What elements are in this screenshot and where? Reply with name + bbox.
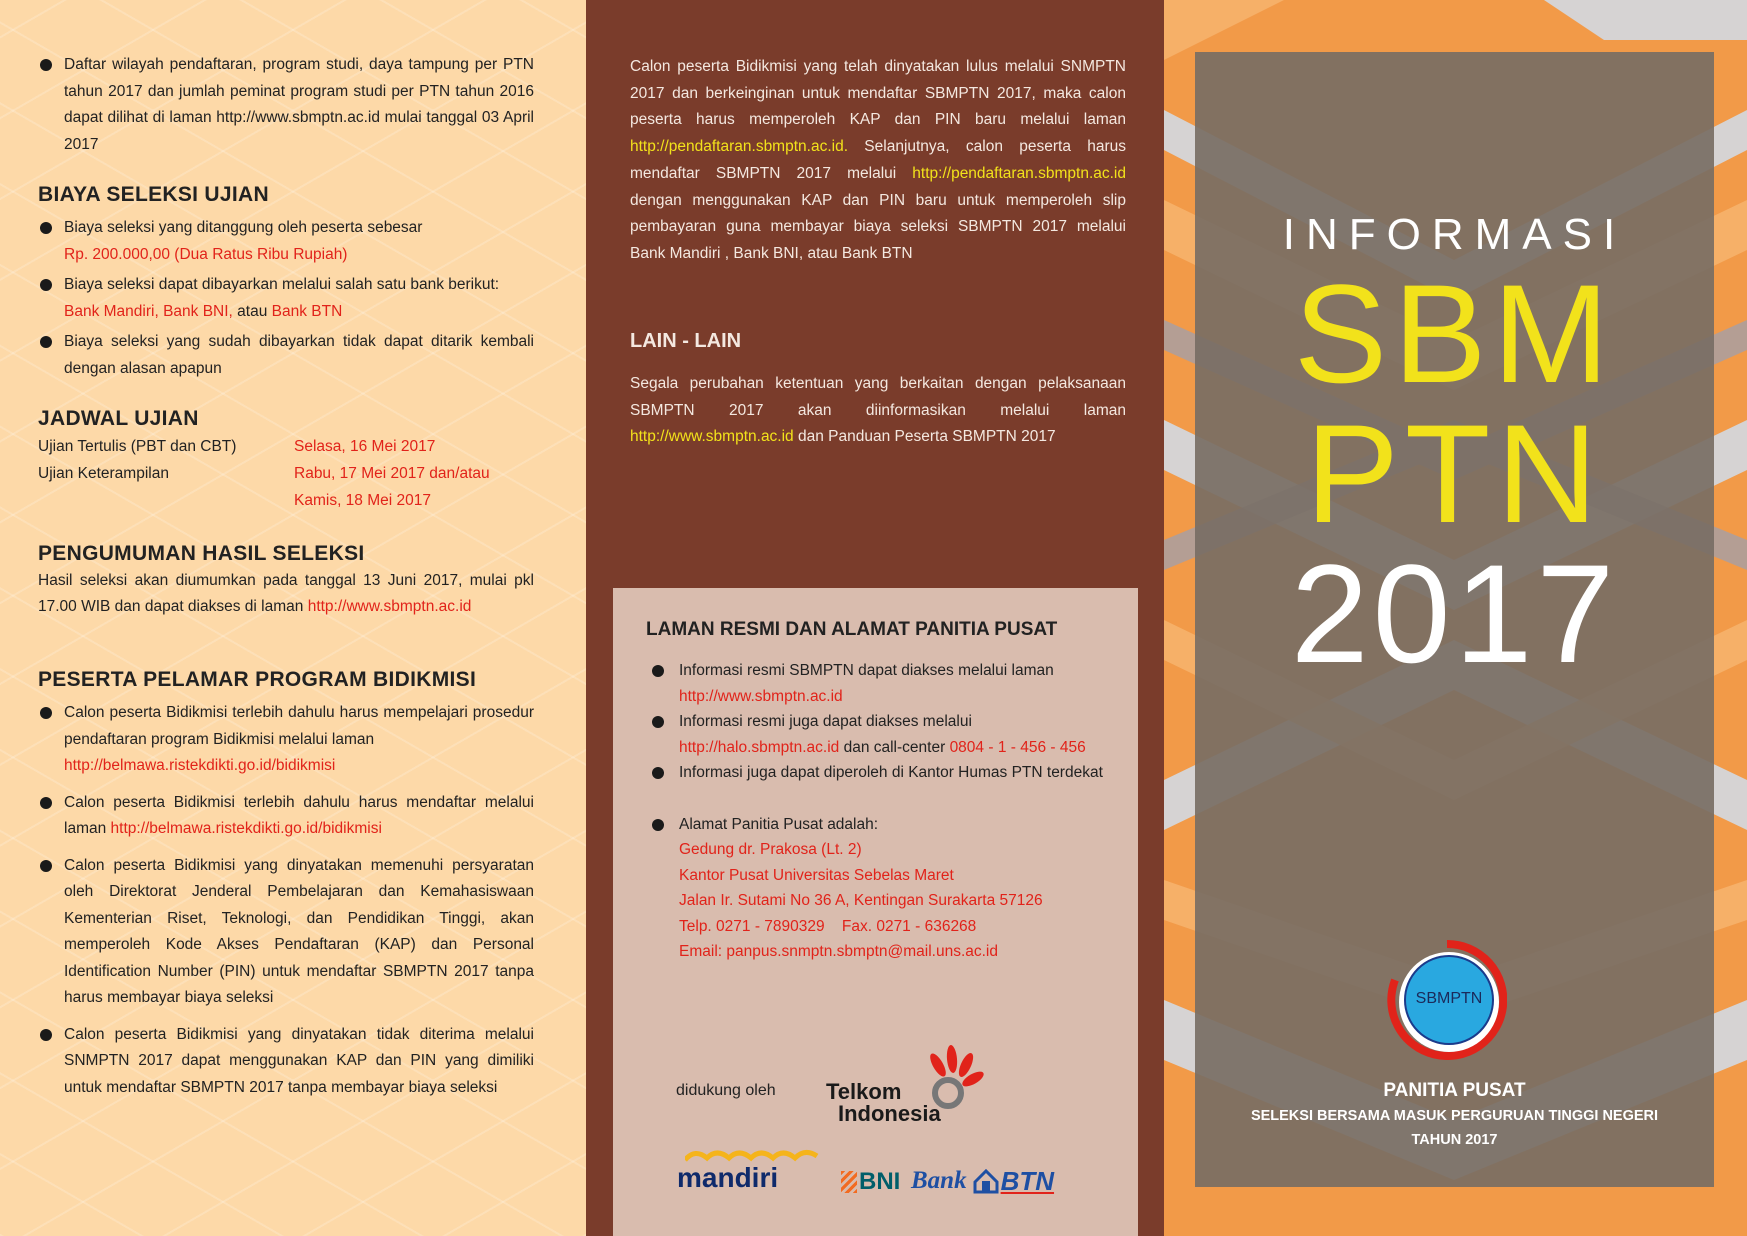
bidikmisi-link-2[interactable]: http://belmawa.ristekdikti.go.id/bidikmisi	[110, 820, 382, 837]
btn-house-icon	[973, 1168, 999, 1194]
sbm-title: SBM	[1293, 255, 1616, 412]
bidikmisi-link-1[interactable]: http://belmawa.ristekdikti.go.id/bidikmisi	[64, 757, 336, 774]
ptn-title: PTN	[1305, 395, 1604, 552]
bullet-daftar-wilayah: Daftar wilayah pendaftaran, program studi, daya tampung per PTN tahun 2017 dan jumlah peminat program studi per PTN tahun 2016 dapat dilihat di laman http://www.sbmptn.ac.id mulai tanggal 03 April 2017	[38, 52, 534, 158]
email-address: Email: panpus.snmptn.sbmptn@mail.uns.ac.id	[679, 943, 998, 960]
info-item-2: Informasi resmi juga dapat diakses melalui http://halo.sbmptn.ac.id dan call-center 0804 - 1 - 456 - 456	[646, 709, 1105, 760]
hasil-heading: PENGUMUMAN HASIL SELEKSI	[38, 542, 365, 565]
hasil-text: Hasil seleksi akan diumumkan pada tanggal 13 Juni 2017, mulai pkl 17.00 WIB dan dapat diakses di laman http://www.sbmptn.ac.id	[38, 572, 534, 615]
bidikmisi-lulus-paragraph: Calon peserta Bidikmisi yang telah dinyatakan lulus melalui SNMPTN 2017 dan berkeinginan untuk mendaftar SBMPTN 2017, maka calon peserta harus memperoleh KAP dan PIN baru melalui laman http://pendaftaran.sbmptn.ac.id. Selanjutnya, calon peserta harus mendaftar SBMPTN 2017 melalui http://pendaftaran.sbmptn.ac.id dengan menggunakan KAP dan PIN baru untuk memperoleh slip pembayaran guna membayar biaya seleksi SBMPTN 2017 melalui Bank Mandiri , Bank BNI, atau Bank BTN	[630, 58, 1126, 262]
btn-logo: Bank BTN	[911, 1165, 1055, 1196]
call-center-number: 0804 - 1 - 456 - 456	[949, 738, 1086, 756]
bullet-biaya-1: Biaya seleksi yang ditanggung oleh peserta sebesar Rp. 200.000,00 (Dua Ratus Ribu Rupiah)	[38, 215, 534, 268]
right-panel	[1164, 0, 1747, 1236]
panitia-label: PANITIA PUSAT	[1383, 1080, 1526, 1101]
jadwal-row-tertulis: Ujian Tertulis (PBT dan CBT) Selasa, 16 Mei 2017	[38, 438, 436, 455]
didukung-label: didukung oleh	[676, 1082, 776, 1099]
seleksi-label: SELEKSI BERSAMA MASUK PERGURUAN TINGGI NEGERI	[1250, 1108, 1659, 1124]
info-item-alamat: Alamat Panitia Pusat adalah: Gedung dr. Prakosa (Lt. 2) Kantor Pusat Universitas Sebelas Maret Jalan Ir. Sutami No 36 A, Kentingan Surakarta 57126 Telp. 0271 - 7890329 Fax. 0271 - 636268 Email: panpus.snmptn.sbmptn@mail.uns.ac.id	[646, 812, 1105, 965]
pendaftaran-link-2[interactable]: http://pendaftaran.sbmptn.ac.id	[912, 164, 1126, 182]
info-box	[613, 588, 1138, 1236]
info-box-title: LAMAN RESMI DAN ALAMAT PANITIA PUSAT	[646, 619, 1058, 640]
bni-logo: BNI	[841, 1165, 900, 1199]
hasil-link[interactable]: http://www.sbmptn.ac.id	[307, 598, 472, 615]
bullet-bidikmisi-4: Calon peserta Bidikmisi yang dinyatakan tidak diterima melalui SNMPTN 2017 dapat menggunakan KAP dan PIN yang dimiliki untuk mendaftar SBMPTN 2017 tanpa membayar biaya seleksi	[38, 1022, 534, 1102]
mandiri-logo: mandiri	[677, 1148, 827, 1198]
jadwal-heading: JADWAL UJIAN	[38, 407, 199, 430]
telkom-logo: Telkom Indonesia	[826, 1043, 986, 1133]
tahun-label: TAHUN 2017	[1411, 1132, 1498, 1148]
bullet-biaya-2: Biaya seleksi dapat dibayarkan melalui salah satu bank berikut: Bank Mandiri, Bank BNI, atau Bank BTN	[38, 272, 534, 325]
info-item-3: Informasi juga dapat diperoleh di Kantor Humas PTN terdekat	[646, 760, 1105, 786]
title-card	[1195, 52, 1714, 1187]
bni-stripes-icon	[841, 1171, 857, 1193]
bullet-bidikmisi-3: Calon peserta Bidikmisi yang dinyatakan memenuhi persyaratan oleh Direktorat Jenderal Pembelajaran dan Kemahasiswaan Kementerian Riset, Teknologi, dan Pendidikan Tinggi, akan memperoleh Kode Akses Pendaftaran (KAP) dan Personal Identification Number (PIN) untuk mendaftar SBMPTN 2017 tanpa harus membayar biaya seleksi	[38, 853, 534, 1012]
bidikmisi-heading: PESERTA PELAMAR PROGRAM BIDIKMISI	[38, 668, 477, 691]
biaya-heading: BIAYA SELEKSI UJIAN	[38, 183, 269, 206]
bullet-biaya-3: Biaya seleksi yang sudah dibayarkan tidak dapat ditarik kembali dengan alasan apapun	[38, 329, 534, 382]
jadwal-row-keterampilan: Ujian Keterampilan Rabu, 17 Mei 2017 dan/atau Kamis, 18 Mei 2017	[38, 465, 490, 509]
info-link-sbmptn[interactable]: http://www.sbmptn.ac.id	[679, 687, 843, 705]
middle-panel	[586, 0, 1164, 1236]
info-link-halo[interactable]: http://halo.sbmptn.ac.id	[679, 738, 840, 756]
lain-lain-paragraph: Segala perubahan ketentuan yang berkaitan dengan pelaksanaan SBMPTN 2017 akan diinformasikan melalui laman http://www.sbmptn.ac.id dan Panduan Peserta SBMPTN 2017	[630, 375, 1126, 446]
year-title: 2017	[1290, 535, 1619, 692]
pendaftaran-link-1[interactable]: http://pendaftaran.sbmptn.ac.id.	[630, 138, 848, 156]
sbmptn-logo: SBMPTN	[1387, 940, 1507, 1060]
informasi-label: INFORMASI	[1282, 210, 1627, 259]
bullet-bidikmisi-1: Calon peserta Bidikmisi terlebih dahulu harus mempelajari prosedur pendaftaran program Bidikmisi melalui laman http://belmawa.ristekdikti.go.id/bidikmisi	[38, 700, 534, 780]
left-panel	[0, 0, 586, 1236]
sbmptn-link[interactable]: http://www.sbmptn.ac.id	[630, 428, 794, 446]
bullet-bidikmisi-2: Calon peserta Bidikmisi terlebih dahulu harus mendaftar melalui laman http://belmawa.ristekdikti.go.id/bidikmisi	[38, 790, 534, 843]
info-item-1: Informasi resmi SBMPTN dapat diakses melalui laman http://www.sbmptn.ac.id	[646, 658, 1105, 709]
lain-lain-heading: LAIN - LAIN	[630, 330, 742, 352]
